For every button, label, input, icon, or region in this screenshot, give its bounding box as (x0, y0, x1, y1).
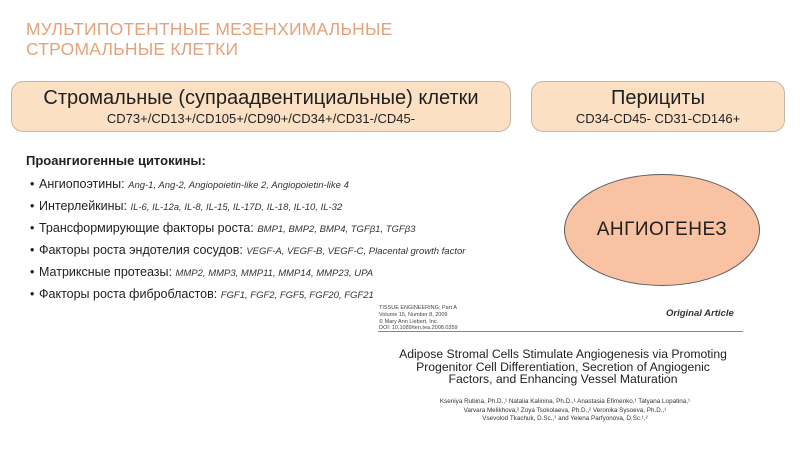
cytokines-heading: Проангиогенные цитокины: (26, 153, 206, 168)
journal-info (379, 305, 458, 332)
article-type: Original Article (666, 308, 734, 319)
slide-title-line-1: МУЛЬТИПОТЕНТНЫЕ МЕЗЕНХИМАЛЬНЫЕ (26, 19, 393, 39)
bullet-icon: • (30, 221, 35, 235)
cytokine-group-label: Интерлейкины: (39, 199, 131, 213)
cytokine-group-label: Матриксные протеазы: (39, 265, 176, 279)
cytokine-group-detail: IL-6, IL-12a, IL-8, IL-15, IL-17D, IL-18, IL-10, IL-32 (130, 202, 343, 213)
cytokine-group-detail: BMP1, BMP2, BMP4, TGFβ1, TGFβ3 (257, 224, 416, 235)
article-authors (390, 398, 740, 424)
bullet-icon: • (30, 177, 35, 191)
article-title (372, 348, 754, 386)
angiogenesis-ellipse (564, 174, 760, 286)
angiogenesis-label: АНГИОГЕНЕЗ (596, 219, 728, 240)
list-item (30, 284, 465, 306)
stromal-cells-heading: Стромальные (супраадвентициальные) клетки (43, 87, 479, 109)
list-item (30, 196, 465, 218)
journal-line: TISSUE ENGINEERING: Part A (379, 305, 457, 311)
list-item (30, 174, 465, 196)
slide-title-line-2: СТРОМАЛЬНЫЕ КЛЕТКИ (26, 39, 239, 59)
cytokine-group-detail: Ang-1, Ang-2, Angiopoietin-like 2, Angiopoietin-like 4 (128, 180, 349, 191)
bullet-icon: • (30, 199, 35, 213)
cytokine-group-label: Ангиопоэтины: (39, 177, 129, 191)
cytokine-group-detail: MMP2, MMP3, MMP11, MMP14, MMP23, UPA (175, 268, 374, 279)
cytokines-list (30, 174, 465, 306)
bullet-icon: • (30, 265, 35, 279)
pericytes-heading: Перициты (611, 87, 705, 109)
slide-title (26, 19, 446, 59)
divider (378, 331, 743, 332)
author-line: Kseniya Rubina, Ph.D.,¹ Natalia Kalinina, Ph.D.,¹ Anastasia Efimenko,¹ Tatyana Lopatina,¹ (439, 398, 691, 405)
article-title-line: Factors, and Enhancing Vessel Maturation (448, 372, 678, 386)
author-line: Vsevolod Tkachuk, D.Sc.,¹ and Yelena Parfyonova, D.Sc.¹,² (482, 415, 648, 422)
list-item (30, 218, 465, 240)
cytokine-group-detail: FGF1, FGF2, FGF5, FGF20, FGF21 (220, 290, 374, 301)
stromal-cells-markers: CD73+/CD13+/CD105+/CD90+/CD34+/CD31-/CD45- (106, 111, 416, 126)
author-line: Varvara Melikhova,² Zoya Tsokolaeva, Ph.D.,² Veronika Sysoeva, Ph.D.,¹ (463, 406, 667, 414)
list-item (30, 262, 465, 284)
cytokine-group-detail: VEGF-A, VEGF-B, VEGF-C, Placental growth factor (246, 246, 466, 257)
journal-line: Volume 15, Number 8, 2009 (379, 311, 448, 318)
journal-line: DOI: 10.1089/ten.tea.2008.0359 (379, 325, 458, 332)
cytokine-group-label: Трансформирующие факторы роста: (39, 221, 258, 235)
cytokine-group-label: Факторы роста фибробластов: (39, 287, 221, 301)
bullet-icon: • (30, 243, 35, 257)
journal-line: © Mary Ann Liebert, Inc. (379, 318, 439, 325)
list-item (30, 240, 465, 262)
cytokine-group-label: Факторы роста эндотелия сосудов: (39, 243, 247, 257)
bullet-icon: • (30, 287, 35, 301)
pericytes-box (531, 81, 785, 132)
pericytes-markers: CD34-CD45- CD31-CD146+ (575, 111, 741, 126)
article-title-line: Adipose Stromal Cells Stimulate Angiogenesis via Promoting (399, 347, 727, 361)
stromal-cells-box (11, 81, 511, 132)
article-title-line: Progenitor Cell Differentiation, Secretion of Angiogenic (416, 359, 710, 374)
